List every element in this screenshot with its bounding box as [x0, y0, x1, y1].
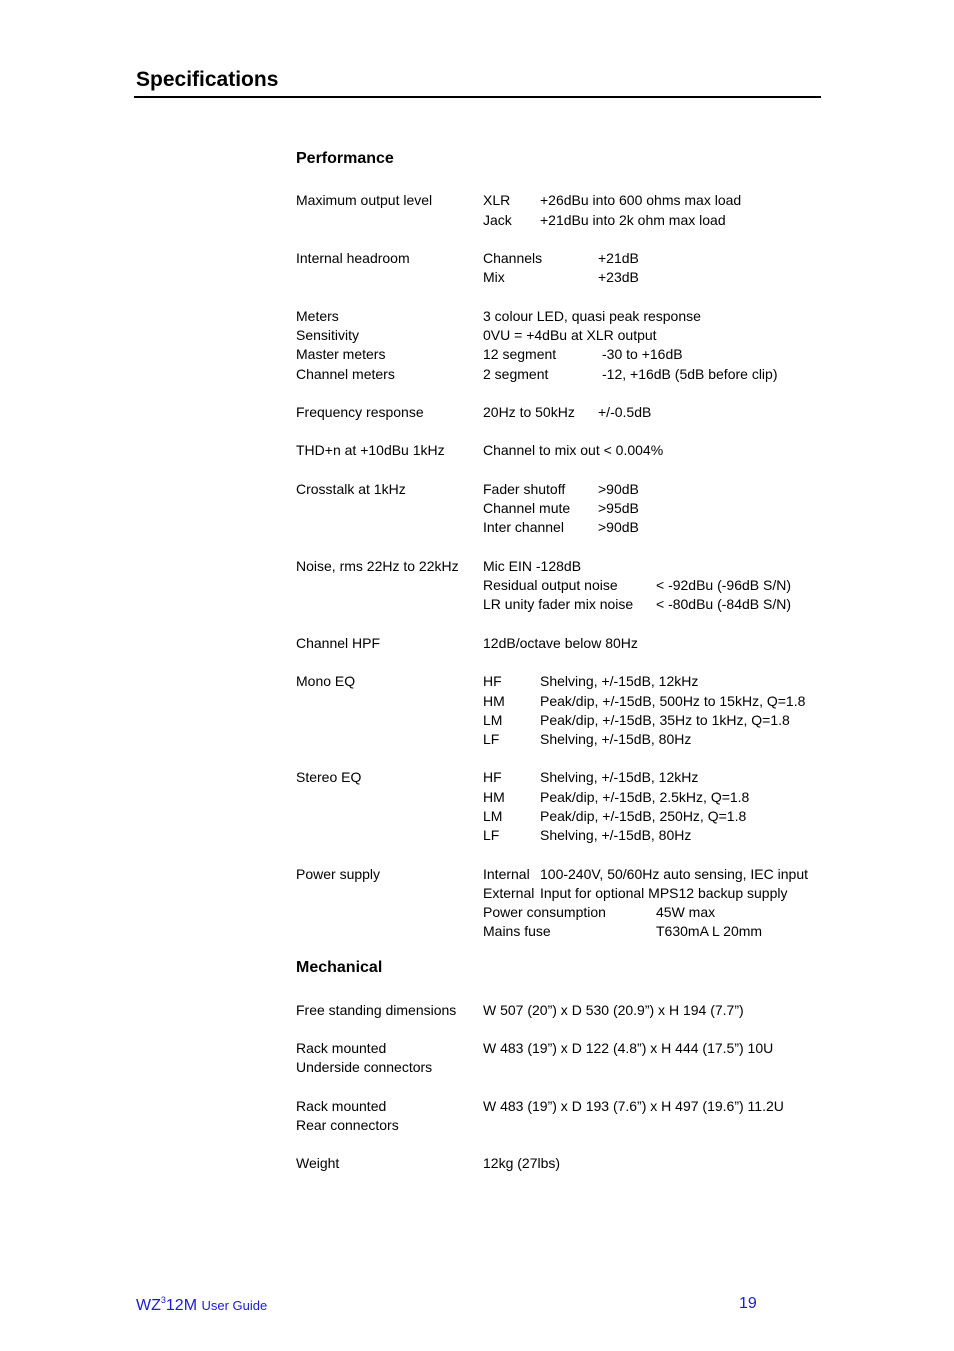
spec-value: Shelving, +/-15dB, 80Hz — [540, 731, 692, 747]
spec-label: THD+n at +10dBu 1kHz — [296, 442, 445, 458]
spec-value: Peak/dip, +/-15dB, 250Hz, Q=1.8 — [540, 808, 747, 824]
spec-key: Fader shutoff — [483, 481, 566, 497]
spec-value: Peak/dip, +/-15dB, 500Hz to 15kHz, Q=1.8 — [540, 693, 806, 709]
spec-key: Mains fuse — [483, 923, 551, 939]
spec-key: LM — [483, 712, 503, 728]
spec-value: -12, +16dB (5dB before clip) — [602, 366, 778, 382]
spec-value: W 483 (19”) x D 122 (4.8”) x H 444 (17.5”) 10U — [483, 1040, 774, 1056]
spec-label: Power supply — [296, 866, 381, 882]
model-superscript: 3 — [160, 1295, 166, 1305]
spec-key: Jack — [483, 212, 512, 228]
spec-label: Frequency response — [296, 404, 424, 420]
spec-value: < -92dBu (-96dB S/N) — [656, 577, 792, 593]
spec-value: Mic EIN -128dB — [483, 558, 582, 574]
spec-key: LF — [483, 731, 500, 747]
spec-value: >90dB — [598, 519, 639, 535]
spec-key: HM — [483, 693, 505, 709]
spec-label: Internal headroom — [296, 250, 410, 266]
spec-label: Rack mounted — [296, 1040, 387, 1056]
spec-label: Underside connectors — [296, 1059, 433, 1075]
spec-value: Peak/dip, +/-15dB, 35Hz to 1kHz, Q=1.8 — [540, 712, 790, 728]
spec-label: Maximum output level — [296, 192, 433, 208]
spec-value: 3 colour LED, quasi peak response — [483, 308, 701, 324]
spec-value: Shelving, +/-15dB, 12kHz — [540, 673, 699, 689]
spec-label: Sensitivity — [296, 327, 360, 343]
footer-guide-label: User Guide — [201, 1298, 268, 1313]
spec-value: +21dBu into 2k ohm max load — [540, 212, 726, 228]
spec-value: Shelving, +/-15dB, 12kHz — [540, 769, 699, 785]
spec-key: 2 segment — [483, 366, 549, 382]
spec-key: LM — [483, 808, 503, 824]
spec-label: Master meters — [296, 346, 386, 362]
spec-key: 12 segment — [483, 346, 557, 362]
spec-label: Meters — [296, 308, 339, 324]
spec-key: HF — [483, 673, 502, 689]
spec-key: 20Hz to 50kHz — [483, 404, 575, 420]
model-prefix: WZ — [136, 1297, 161, 1314]
spec-key: External — [483, 885, 535, 901]
section-heading-mechanical: Mechanical — [296, 959, 383, 976]
spec-key: Internal — [483, 866, 530, 882]
footer-model — [136, 1295, 267, 1315]
spec-key: Channels — [483, 250, 543, 266]
spec-label: Channel meters — [296, 366, 395, 382]
spec-value: 12dB/octave below 80Hz — [483, 635, 638, 651]
model-suffix: 12M — [165, 1297, 198, 1314]
spec-value: Input for optional MPS12 backup supply — [540, 885, 788, 901]
spec-label: Rear connectors — [296, 1117, 399, 1133]
section-heading-performance: Performance — [296, 150, 394, 167]
spec-label: Rack mounted — [296, 1098, 387, 1114]
spec-value: >90dB — [598, 481, 639, 497]
spec-value: +21dB — [598, 250, 639, 266]
spec-value: 45W max — [656, 904, 716, 920]
spec-value: Shelving, +/-15dB, 80Hz — [540, 827, 692, 843]
spec-value: +26dBu into 600 ohms max load — [540, 192, 742, 208]
spec-key: Inter channel — [483, 519, 564, 535]
spec-value: W 483 (19”) x D 193 (7.6”) x H 497 (19.6”) 11.2U — [483, 1098, 784, 1114]
spec-label: Stereo EQ — [296, 769, 362, 785]
title-rule — [134, 96, 821, 98]
spec-value: W 507 (20”) x D 530 (20.9”) x H 194 (7.7”) — [483, 1002, 744, 1018]
spec-key: Mix — [483, 269, 505, 285]
spec-key: Power consumption — [483, 904, 606, 920]
spec-key: HF — [483, 769, 502, 785]
spec-label: Noise, rms 22Hz to 22kHz — [296, 558, 459, 574]
spec-value: 12kg (27lbs) — [483, 1155, 561, 1171]
spec-key: HM — [483, 789, 505, 805]
spec-value: +/-0.5dB — [598, 404, 652, 420]
page-number: 19 — [739, 1295, 757, 1312]
spec-label: Weight — [296, 1155, 340, 1171]
spec-value: 0VU = +4dBu at XLR output — [483, 327, 657, 343]
spec-value: -30 to +16dB — [602, 346, 683, 362]
spec-value: < -80dBu (-84dB S/N) — [656, 596, 792, 612]
spec-key: LR unity fader mix noise — [483, 596, 634, 612]
spec-label: Mono EQ — [296, 673, 356, 689]
spec-value: >95dB — [598, 500, 639, 516]
spec-label: Channel HPF — [296, 635, 381, 651]
spec-value: T630mA L 20mm — [656, 923, 763, 939]
spec-key: Residual output noise — [483, 577, 618, 593]
spec-key: XLR — [483, 192, 511, 208]
spec-value: Channel to mix out < 0.004% — [483, 442, 664, 458]
spec-value: 100-240V, 50/60Hz auto sensing, IEC input — [540, 866, 809, 882]
spec-label: Crosstalk at 1kHz — [296, 481, 406, 497]
spec-key: LF — [483, 827, 500, 843]
spec-label: Free standing dimensions — [296, 1002, 457, 1018]
spec-value: +23dB — [598, 269, 639, 285]
spec-value: Peak/dip, +/-15dB, 2.5kHz, Q=1.8 — [540, 789, 750, 805]
spec-key: Channel mute — [483, 500, 571, 516]
page-title: Specifications — [136, 68, 279, 91]
